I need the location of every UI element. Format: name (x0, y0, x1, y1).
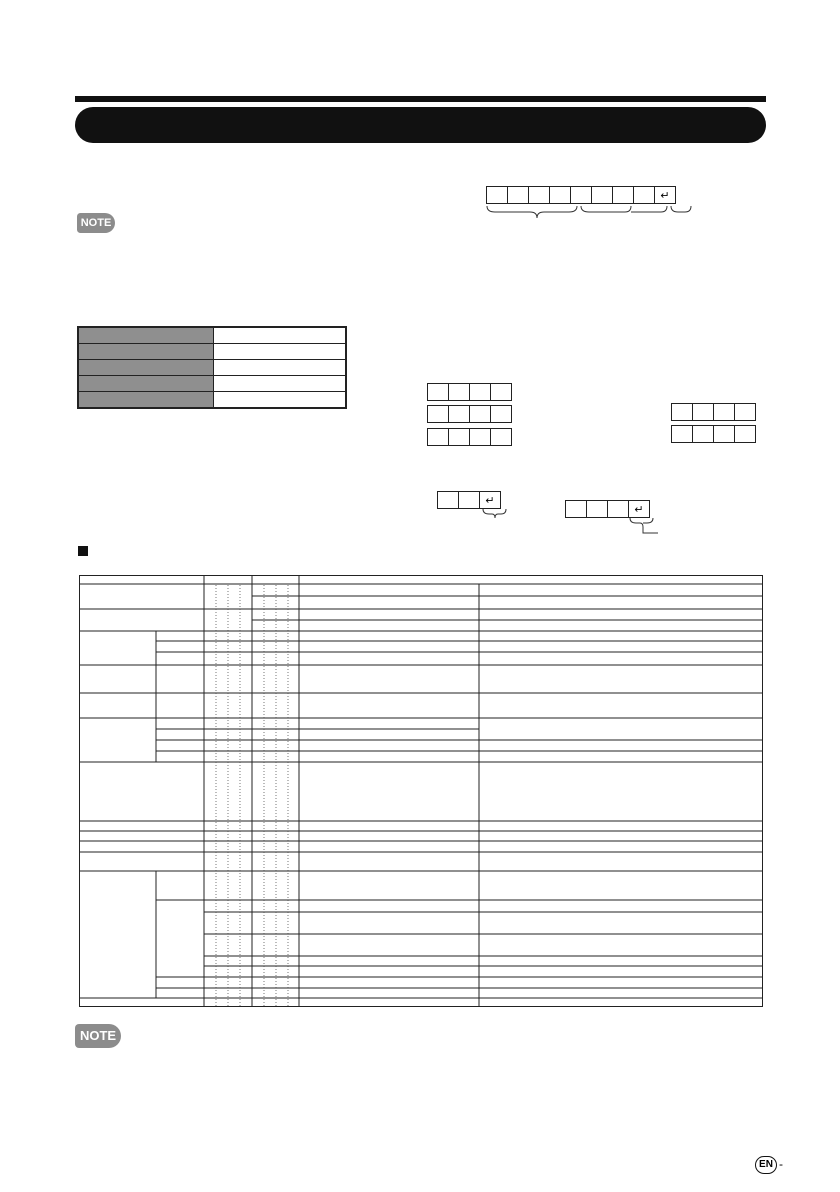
parameter-cell (591, 186, 613, 204)
parameter-cell (570, 186, 592, 204)
table-row (78, 344, 346, 360)
return-code-cell (628, 500, 650, 518)
return-arrow-icon: ↵ (660, 189, 670, 202)
return-arrow-icon: ↵ (485, 494, 495, 507)
communication-settings-table (77, 326, 347, 409)
note-badge-top-label: NOTE (80, 217, 112, 229)
table-row (78, 327, 346, 344)
command-cell (507, 186, 529, 204)
return-arrow-icon: ↵ (634, 503, 644, 516)
header-rule (75, 96, 766, 102)
response-err-boxes (566, 500, 650, 518)
table-row (78, 360, 346, 376)
response-code-boxes (672, 403, 756, 421)
note-badge-bottom-label: NOTE (79, 1028, 117, 1043)
command-table (79, 575, 763, 1007)
note-badge-top (77, 213, 115, 233)
response-ok-boxes (438, 491, 501, 509)
response-code-boxes (672, 425, 756, 443)
language-badge-label: EN (759, 1159, 773, 1170)
response-code-boxes (428, 383, 512, 401)
table-row (78, 392, 346, 409)
return-bracket (480, 508, 510, 520)
command-cell (528, 186, 550, 204)
black-square-icon (78, 546, 88, 556)
parameter-cell (612, 186, 634, 204)
return-bracket (628, 517, 660, 537)
page-number: - (779, 1157, 783, 1171)
table-row (78, 376, 346, 392)
note-badge-bottom (75, 1024, 121, 1048)
command-cell (486, 186, 508, 204)
return-code-cell (654, 186, 676, 204)
return-code-cell (479, 491, 501, 509)
response-code-boxes (428, 428, 512, 446)
command-format-boxes (487, 186, 676, 204)
command-format-brackets (485, 204, 705, 226)
response-code-boxes (428, 405, 512, 423)
parameter-cell (633, 186, 655, 204)
page-title-bar (75, 107, 766, 143)
language-badge (755, 1156, 777, 1174)
command-cell (549, 186, 571, 204)
